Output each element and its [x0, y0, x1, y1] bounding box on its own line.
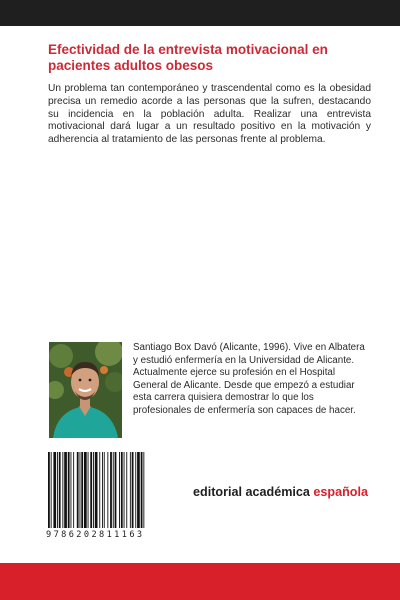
- bottom-band: [0, 563, 400, 600]
- barcode-bar: [81, 452, 83, 528]
- barcode-bar: [95, 452, 98, 528]
- barcode-bar: [124, 452, 125, 528]
- publisher-name-main: editorial académica: [193, 485, 314, 499]
- barcode-bar: [93, 452, 94, 528]
- isbn-digits: 9786202811163: [46, 530, 145, 540]
- barcode-bar: [59, 452, 61, 528]
- title-line-2: pacientes adultos obesos: [48, 58, 214, 73]
- barcode-bar: [102, 452, 103, 528]
- barcode-bar: [113, 452, 114, 528]
- barcode-bar: [135, 452, 136, 528]
- barcode-bar: [137, 452, 140, 528]
- barcode-bar: [119, 452, 120, 528]
- author-photo: [49, 342, 122, 438]
- book-title: [48, 42, 368, 74]
- barcode-bar: [130, 452, 131, 528]
- barcode-bar: [80, 452, 81, 528]
- author-bio: Santiago Box Davó (Alicante, 1996). Vive en Albatera y estudió enfermería en la Universidad de Alicante. Actualmente ejerce su profesión en el Hospital General de Alicante. Desde que empezó a estudiar esta carrera quisiera demostrar lo que los profesionales de enfermería son capaces de hacer.: [133, 342, 365, 416]
- barcode-bar: [110, 452, 112, 528]
- publisher-name: [193, 485, 383, 499]
- barcode-bar: [64, 452, 67, 528]
- barcode-bar: [141, 452, 143, 528]
- barcode-bar: [88, 452, 89, 528]
- book-blurb: Un problema tan contemporáneo y trascendental como es la obesidad precisa un remedio acorde a las personas que la sufren, destacando su incidencia en la población adulta. Realizar una entrevista motivacional dará lugar a un resultado positivo en la motivación y adherencia al tratamiento de las personas frente al problema.: [48, 83, 371, 146]
- barcode-bar: [132, 452, 134, 528]
- title-line-1: Efectividad de la entrevista motivacional en: [48, 42, 328, 57]
- barcode-bar: [68, 452, 70, 528]
- barcode-bar: [73, 452, 74, 528]
- barcode-bar: [121, 452, 123, 528]
- barcode-bar: [53, 452, 56, 528]
- isbn-barcode: [46, 452, 182, 540]
- top-band: [0, 0, 400, 26]
- barcode-bar: [71, 452, 72, 528]
- publisher-name-accent: española: [313, 485, 368, 499]
- barcode-bar: [104, 452, 105, 528]
- barcode-bar: [84, 452, 87, 528]
- barcode-bar: [77, 452, 79, 528]
- barcode-bar: [143, 452, 144, 528]
- barcode-bar: [115, 452, 117, 528]
- barcode-bar: [107, 452, 108, 528]
- barcode-bar: [99, 452, 100, 528]
- barcode-bar: [90, 452, 92, 528]
- barcode-bar: [57, 452, 58, 528]
- barcode-bar: [51, 452, 52, 528]
- barcode-bar: [48, 452, 50, 528]
- barcode-bar: [126, 452, 127, 528]
- barcode-bar: [62, 452, 63, 528]
